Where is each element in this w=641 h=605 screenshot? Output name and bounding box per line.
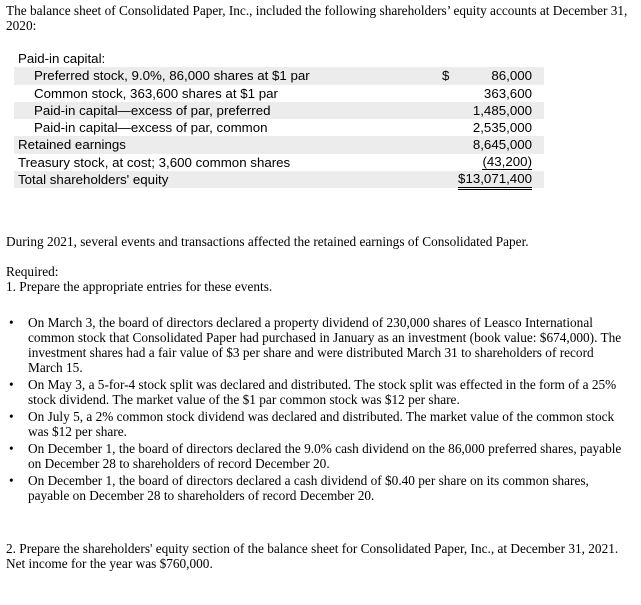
bs-total-amount: $13,071,400 xyxy=(458,171,532,190)
event-text: On December 1, the board of directors declared the 9.0% cash dividend on the 86,000 preferred shares, payable on December 28 to shareholders of record December 20. xyxy=(28,441,622,471)
events-list xyxy=(6,315,631,505)
event-text: On December 1, the board of directors declared a cash dividend of $0.40 per share on its common shares, payable on December 28 to shareholders of record December 20. xyxy=(28,473,589,503)
bullet-icon: • xyxy=(9,441,14,456)
bs-row-preferred-stock xyxy=(14,67,544,84)
bs-amount: 86,000 xyxy=(491,68,532,84)
event-item xyxy=(6,315,631,375)
event-item xyxy=(6,409,631,439)
bs-row-retained-earnings xyxy=(14,136,544,153)
during-paragraph: During 2021, several events and transactions affected the retained earnings of Consolidated Paper. xyxy=(6,234,529,249)
event-item xyxy=(6,441,631,471)
bs-amount: 1,485,000 xyxy=(472,102,532,118)
event-text: On July 5, a 2% common stock dividend was declared and distributed. The market value of the common stock was $12 per share. xyxy=(28,409,615,439)
bs-row-treasury-stock xyxy=(14,154,544,171)
event-text: On March 3, the board of directors declared a property dividend of 230,000 shares of Leasco International common stock that Consolidated Paper had purchased in January as an investment (book value: $674,000). The investment shares had a fair value of $3 per share and were distributed March 31 to shareholders of record March 15. xyxy=(28,315,622,375)
balance-sheet-table xyxy=(14,50,544,188)
bs-label: Paid-in capital: xyxy=(18,51,106,66)
event-text: On May 3, a 5-for-4 stock split was declared and distributed. The stock split was effected in the form of a 25% stock dividend. The market value of the $1 par common stock was $12 per share. xyxy=(28,377,617,407)
bs-label: Common stock, 363,600 shares at $1 par xyxy=(34,85,278,101)
bs-amount: 2,535,000 xyxy=(472,120,532,136)
bullet-icon: • xyxy=(9,409,14,424)
bs-row-common-stock xyxy=(14,85,544,102)
bs-label: Retained earnings xyxy=(18,137,126,153)
event-item xyxy=(6,473,631,503)
bs-amount: 8,645,000 xyxy=(472,137,532,153)
bs-amount: 363,600 xyxy=(483,85,532,101)
bullet-icon: • xyxy=(9,315,14,330)
bs-amount: (43,200) xyxy=(482,153,532,169)
bullet-icon: • xyxy=(9,377,14,392)
bs-label: Paid-in capital—excess of par, common xyxy=(34,120,268,136)
bs-label: Total shareholders' equity xyxy=(18,172,169,188)
bs-row-total-equity xyxy=(14,171,544,188)
bs-row-excess-preferred xyxy=(14,102,544,119)
bs-label: Paid-in capital—excess of par, preferred xyxy=(34,102,271,118)
required-heading: Required: xyxy=(6,264,59,279)
part2-paragraph: 2. Prepare the shareholders' equity section of the balance sheet for Consolidated Paper, Inc., at December 31, 2021. Net income for the year was $760,000. xyxy=(6,541,619,571)
intro-paragraph: The balance sheet of Consolidated Paper, Inc., included the following shareholders’ equity accounts at December 31, 2020: xyxy=(6,3,628,33)
required-section xyxy=(6,264,631,294)
bs-row-excess-common xyxy=(14,119,544,136)
required-part1: 1. Prepare the appropriate entries for these events. xyxy=(6,279,273,294)
bs-row-paid-in-capital-heading xyxy=(14,50,544,67)
bs-label: Preferred stock, 9.0%, 86,000 shares at $1 par xyxy=(34,68,310,84)
event-item xyxy=(6,377,631,407)
bs-currency-sign: $ xyxy=(442,68,450,84)
bullet-icon: • xyxy=(9,473,14,488)
bs-label: Treasury stock, at cost; 3,600 common shares xyxy=(18,154,291,170)
